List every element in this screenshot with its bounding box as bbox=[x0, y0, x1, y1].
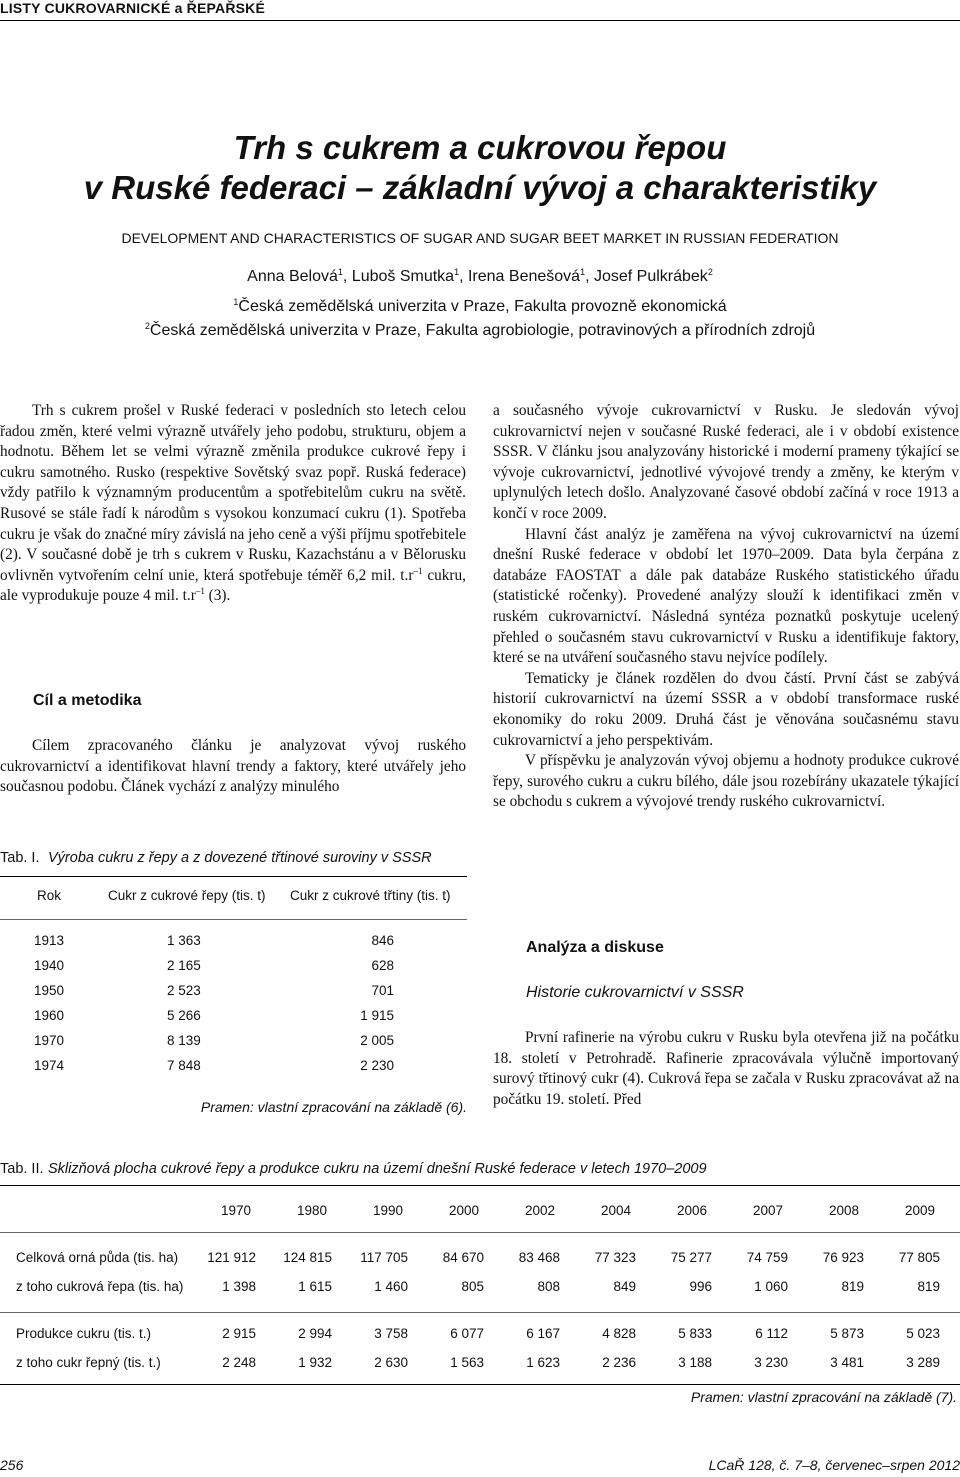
author-name: Josef Pulkrábek bbox=[593, 268, 708, 285]
table2-cell: 84 670 bbox=[442, 1250, 484, 1265]
author-list: Anna Belová$^1$, Luboš Smutka$^1$, Irena Benešová$^1$, Josef Pulkrábek$^2$ bbox=[247, 267, 713, 285]
affiliation-1 bbox=[0, 298, 960, 316]
author-name: Luboš Smutka bbox=[351, 268, 455, 285]
table2-cell: 2 994 bbox=[298, 1326, 332, 1341]
table2-cell: 6 077 bbox=[450, 1326, 484, 1341]
table2-year-header: 2004 bbox=[600, 1203, 632, 1218]
table2-row-label: z toho cukrová řepa (tis. ha) bbox=[16, 1279, 184, 1294]
table2-cell: 2 630 bbox=[374, 1355, 408, 1370]
table1-cell: 846 bbox=[371, 933, 394, 948]
paragraph: V příspěvku je analyzován vývoj objemu a hodnoty produkce cukrové řepy, surového cukru a cukru bílého, dále jsou rozebírány ukazatele týkající se obchodu s cukrem a vývojové trendy ruského cukrovarnictví. bbox=[493, 752, 959, 811]
table1-cell: 1 363 bbox=[167, 933, 201, 948]
table1-cell: 5 266 bbox=[167, 1008, 201, 1023]
table1-cell: 1950 bbox=[34, 983, 65, 998]
table2-cell: 6 167 bbox=[526, 1326, 560, 1341]
table2-row-label: Produkce cukru (tis. t.) bbox=[16, 1326, 152, 1341]
table1 bbox=[0, 876, 467, 1126]
table1-header-beet: Cukr z cukrové řepy (tis. t) bbox=[108, 888, 266, 903]
table2-cell: 5 023 bbox=[906, 1326, 940, 1341]
table1-cell: 1913 bbox=[34, 933, 65, 948]
table2-cell: 996 bbox=[689, 1279, 712, 1294]
table1-cell: 2 165 bbox=[167, 958, 201, 973]
table2-year-header: 2000 bbox=[448, 1203, 480, 1218]
table2-cell: 77 323 bbox=[594, 1250, 636, 1265]
table2-cell: 808 bbox=[537, 1279, 560, 1294]
heading-method: Cíl a metodika bbox=[33, 692, 142, 709]
table1-cell: 2 005 bbox=[360, 1033, 394, 1048]
table2-caption bbox=[0, 1161, 707, 1177]
table1-cell: 7 848 bbox=[167, 1058, 201, 1073]
author-name: Anna Belová bbox=[247, 268, 338, 285]
table2-year-header: 1970 bbox=[220, 1203, 252, 1218]
title-line-1: Trh s cukrem a cukrovou řepou bbox=[233, 129, 727, 166]
affiliation-text: Česká zemědělská univerzita v Praze, Fakulta agrobiologie, potravinových a přírodních zdrojů bbox=[149, 322, 816, 339]
table1-header-cane: Cukr z cukrové třtiny (tis. t) bbox=[290, 888, 451, 903]
table2-source: Pramen: vlastní zpracování na základě (7). bbox=[690, 1389, 957, 1405]
table2-row-label: Celková orná půda (tis. ha) bbox=[16, 1250, 179, 1265]
table1-cell: 701 bbox=[371, 983, 394, 998]
table2-cell: 819 bbox=[917, 1279, 940, 1294]
table1-source: Pramen: vlastní zpracování na základě (6). bbox=[200, 1099, 467, 1115]
table2-cell: 4 828 bbox=[602, 1326, 636, 1341]
table2-year-header: 1990 bbox=[372, 1203, 404, 1218]
table1-cell: 1940 bbox=[34, 958, 65, 973]
paragraph: a současného vývoje cukrovarnictví v Rusku. Je sledován vývoj cukrovarnictví nejen v současné Ruské federaci, ale i v období existence SSSR. V článku jsou analyzovány historické i moderní prameny týkající se vývoje cukrovarnictví, jednotlivé vývojové trendy a změny, ke kterým v uplynulých letech došlo. Analyzované časové období začíná v roce 1913 a končí v roce 2009. bbox=[493, 402, 959, 522]
author-name: Irena Benešová bbox=[467, 268, 581, 285]
right-column bbox=[493, 401, 959, 813]
table1-header-rule bbox=[0, 919, 467, 920]
table2-cell: 74 759 bbox=[746, 1250, 788, 1265]
table1-title: Výroba cukru z řepy a z dovezené třtinové suroviny v SSSR bbox=[48, 850, 432, 866]
method-text bbox=[0, 736, 466, 798]
table2-cell: 3 188 bbox=[678, 1355, 712, 1370]
table2-cell: 805 bbox=[461, 1279, 484, 1294]
table2-cell: 117 705 bbox=[360, 1250, 408, 1265]
section-header: LISTY CUKROVARNICKÉ a ŘEPAŘSKÉ bbox=[0, 0, 266, 16]
table2-cell: 3 289 bbox=[906, 1355, 940, 1370]
history-text bbox=[493, 1028, 959, 1110]
table2-row-label: z toho cukr řepný (tis. t.) bbox=[16, 1355, 161, 1370]
table2-cell: 121 912 bbox=[207, 1250, 256, 1265]
table2-cell: 2 236 bbox=[602, 1355, 636, 1370]
table2-cell: 1 932 bbox=[298, 1355, 332, 1370]
author-affiliation-mark: 1 bbox=[580, 267, 586, 277]
table1-caption bbox=[0, 850, 432, 866]
title-line-2: v Ruské federaci – základní vývoj a charakteristiky bbox=[83, 169, 877, 206]
table2-year-header: 2007 bbox=[752, 1203, 784, 1218]
table2-cell: 75 277 bbox=[670, 1250, 712, 1265]
table1-header-year: Rok bbox=[37, 888, 62, 903]
table2-cell: 3 758 bbox=[374, 1326, 408, 1341]
affiliation-mark: 1 bbox=[233, 297, 239, 307]
heading-history: Historie cukrovarnictví v SSSR bbox=[526, 984, 744, 1001]
table2-cell: 5 873 bbox=[830, 1326, 864, 1341]
table2-cell: 6 112 bbox=[755, 1326, 788, 1341]
table2-cell: 2 915 bbox=[222, 1326, 256, 1341]
table2-cell: 124 815 bbox=[283, 1250, 332, 1265]
table2-cell: 1 398 bbox=[222, 1279, 256, 1294]
table2-number: Tab. II. bbox=[0, 1161, 44, 1177]
table2-cell: 1 615 bbox=[298, 1279, 332, 1294]
table2-cell: 1 623 bbox=[526, 1355, 560, 1370]
table2-year-header: 1980 bbox=[296, 1203, 328, 1218]
table2-year-header: 2008 bbox=[828, 1203, 860, 1218]
left-column bbox=[0, 401, 466, 607]
affiliation-text: Česká zemědělská univerzita v Praze, Fakulta provozně ekonomická bbox=[238, 298, 727, 315]
table1-cell: 1 915 bbox=[360, 1008, 394, 1023]
table2-cell: 83 468 bbox=[518, 1250, 560, 1265]
table2-cell: 3 481 bbox=[830, 1355, 864, 1370]
table1-cell: 628 bbox=[371, 958, 394, 973]
table1-cell: 1970 bbox=[34, 1033, 65, 1048]
paragraph: Hlavní část analýz je zaměřena na vývoj cukrovarnictví na území dnešní Ruské federace v období let 1970–2009. Data byla čerpána z databáze FAOSTAT a dále pak databáze Ruského statistického úřadu (statistické ročenky). Provedené analýzy slouží k identifikaci změn v ruském cukrovarnictví. Následná syntéza poznatků poskytuje ucelený přehled o současném stavu cukrovarnictví v Rusku a identifikuje faktory, které se na utváření současného stavu nejvíce podílely. bbox=[493, 525, 959, 667]
table2-cell: 77 805 bbox=[898, 1250, 940, 1265]
table2-title: Sklizňová plocha cukrové řepy a produkce cukru na území dnešní Ruské federace v letech 1970–2009 bbox=[48, 1161, 707, 1177]
header-divider bbox=[0, 20, 960, 21]
table2 bbox=[0, 1185, 960, 1385]
intro-paragraph: Trh s cukrem prošel v Ruské federaci v posledních sto letech celou řadou změn, které velmi výrazně utvářely jeho podobu, strukturu, objem a hodnotu. Během let se velmi výrazně změnila produkce cukrové řepy i cukru samotného. Rusko (respektive Sovětský svaz popř. Ruská federace) vždy patřilo k významným producentům a spotřebitelům cukru na světě. Rusové se stále řadí k národům s vysokou konzumací cukru (1). Spotřeba cukru je však do značné míry závislá na jeho ceně a výši příjmu spotřebitele (2). V současné době je trh s cukrem v Rusku, Kazachstánu a v Bělorusku ovlivněn vytvořením celní unie, která spotřebuje téměř 6,2 mil. $t.r^{-1}$ cukru, ale vyprodukuje pouze 4 mil. $t.r^{-1}$ (3). bbox=[0, 402, 466, 605]
table2-cell: 1 460 bbox=[374, 1279, 408, 1294]
journal-citation: LCaŘ 128, č. 7–8, červenec–srpen 2012 bbox=[708, 1457, 960, 1473]
table2-cell: 3 230 bbox=[754, 1355, 788, 1370]
author-affiliation-mark: 1 bbox=[337, 267, 343, 277]
table1-cell: 8 139 bbox=[167, 1033, 201, 1048]
article-title bbox=[0, 128, 960, 208]
table2-cell: 5 833 bbox=[678, 1326, 712, 1341]
table1-cell: 2 230 bbox=[360, 1058, 394, 1073]
table1-cell: 1960 bbox=[34, 1008, 65, 1023]
table2-year-header: 2006 bbox=[676, 1203, 708, 1218]
author-affiliation-mark: 2 bbox=[707, 267, 713, 277]
table2-year-header: 2009 bbox=[904, 1203, 936, 1218]
table2-cell: 1 060 bbox=[754, 1279, 788, 1294]
paragraph: Tematicky je článek rozdělen do dvou částí. První část se zabývá historií cukrovarnictví na území SSSR a v období transformace ruské ekonomiky do roku 2009. Druhá část je věnována současnému stavu cukrovarnictví a jeho perspektivám. bbox=[493, 669, 959, 749]
affiliation-2 bbox=[0, 322, 960, 340]
table1-number: Tab. I. bbox=[0, 850, 40, 866]
method-paragraph: Cílem zpracovaného článku je analyzovat vývoj ruského cukrovarnictví a identifikovat hlavní trendy a faktory, které utvářely jeho současnou podobu. Článek vychází z analýzy minulého bbox=[0, 737, 466, 796]
history-paragraph: První rafinerie na výrobu cukru v Rusku byla otevřena již na počátku 18. století v Petrohradě. Rafinerie zpracovávala výlučně importovaný surový třtinový cukr (4). Cukrová řepa se začala v Rusku zpracovávat až na počátku 19. století. Před bbox=[493, 1029, 959, 1108]
table1-cell: 2 523 bbox=[167, 983, 201, 998]
table2-cell: 2 248 bbox=[222, 1355, 256, 1370]
heading-analysis: Analýza a diskuse bbox=[526, 939, 664, 956]
author-affiliation-mark: 1 bbox=[454, 267, 460, 277]
affiliation-mark: 2 bbox=[144, 321, 150, 331]
page-number: 256 bbox=[0, 1457, 24, 1473]
table2-cell: 849 bbox=[613, 1279, 636, 1294]
table2-cell: 819 bbox=[841, 1279, 864, 1294]
table2-cell: 76 923 bbox=[822, 1250, 864, 1265]
table1-cell: 1974 bbox=[34, 1058, 65, 1073]
table2-year-header: 2002 bbox=[524, 1203, 556, 1218]
table2-cell: 1 563 bbox=[450, 1355, 484, 1370]
english-title: DEVELOPMENT AND CHARACTERISTICS OF SUGAR AND SUGAR BEET MARKET IN RUSSIAN FEDERATION bbox=[121, 230, 839, 246]
